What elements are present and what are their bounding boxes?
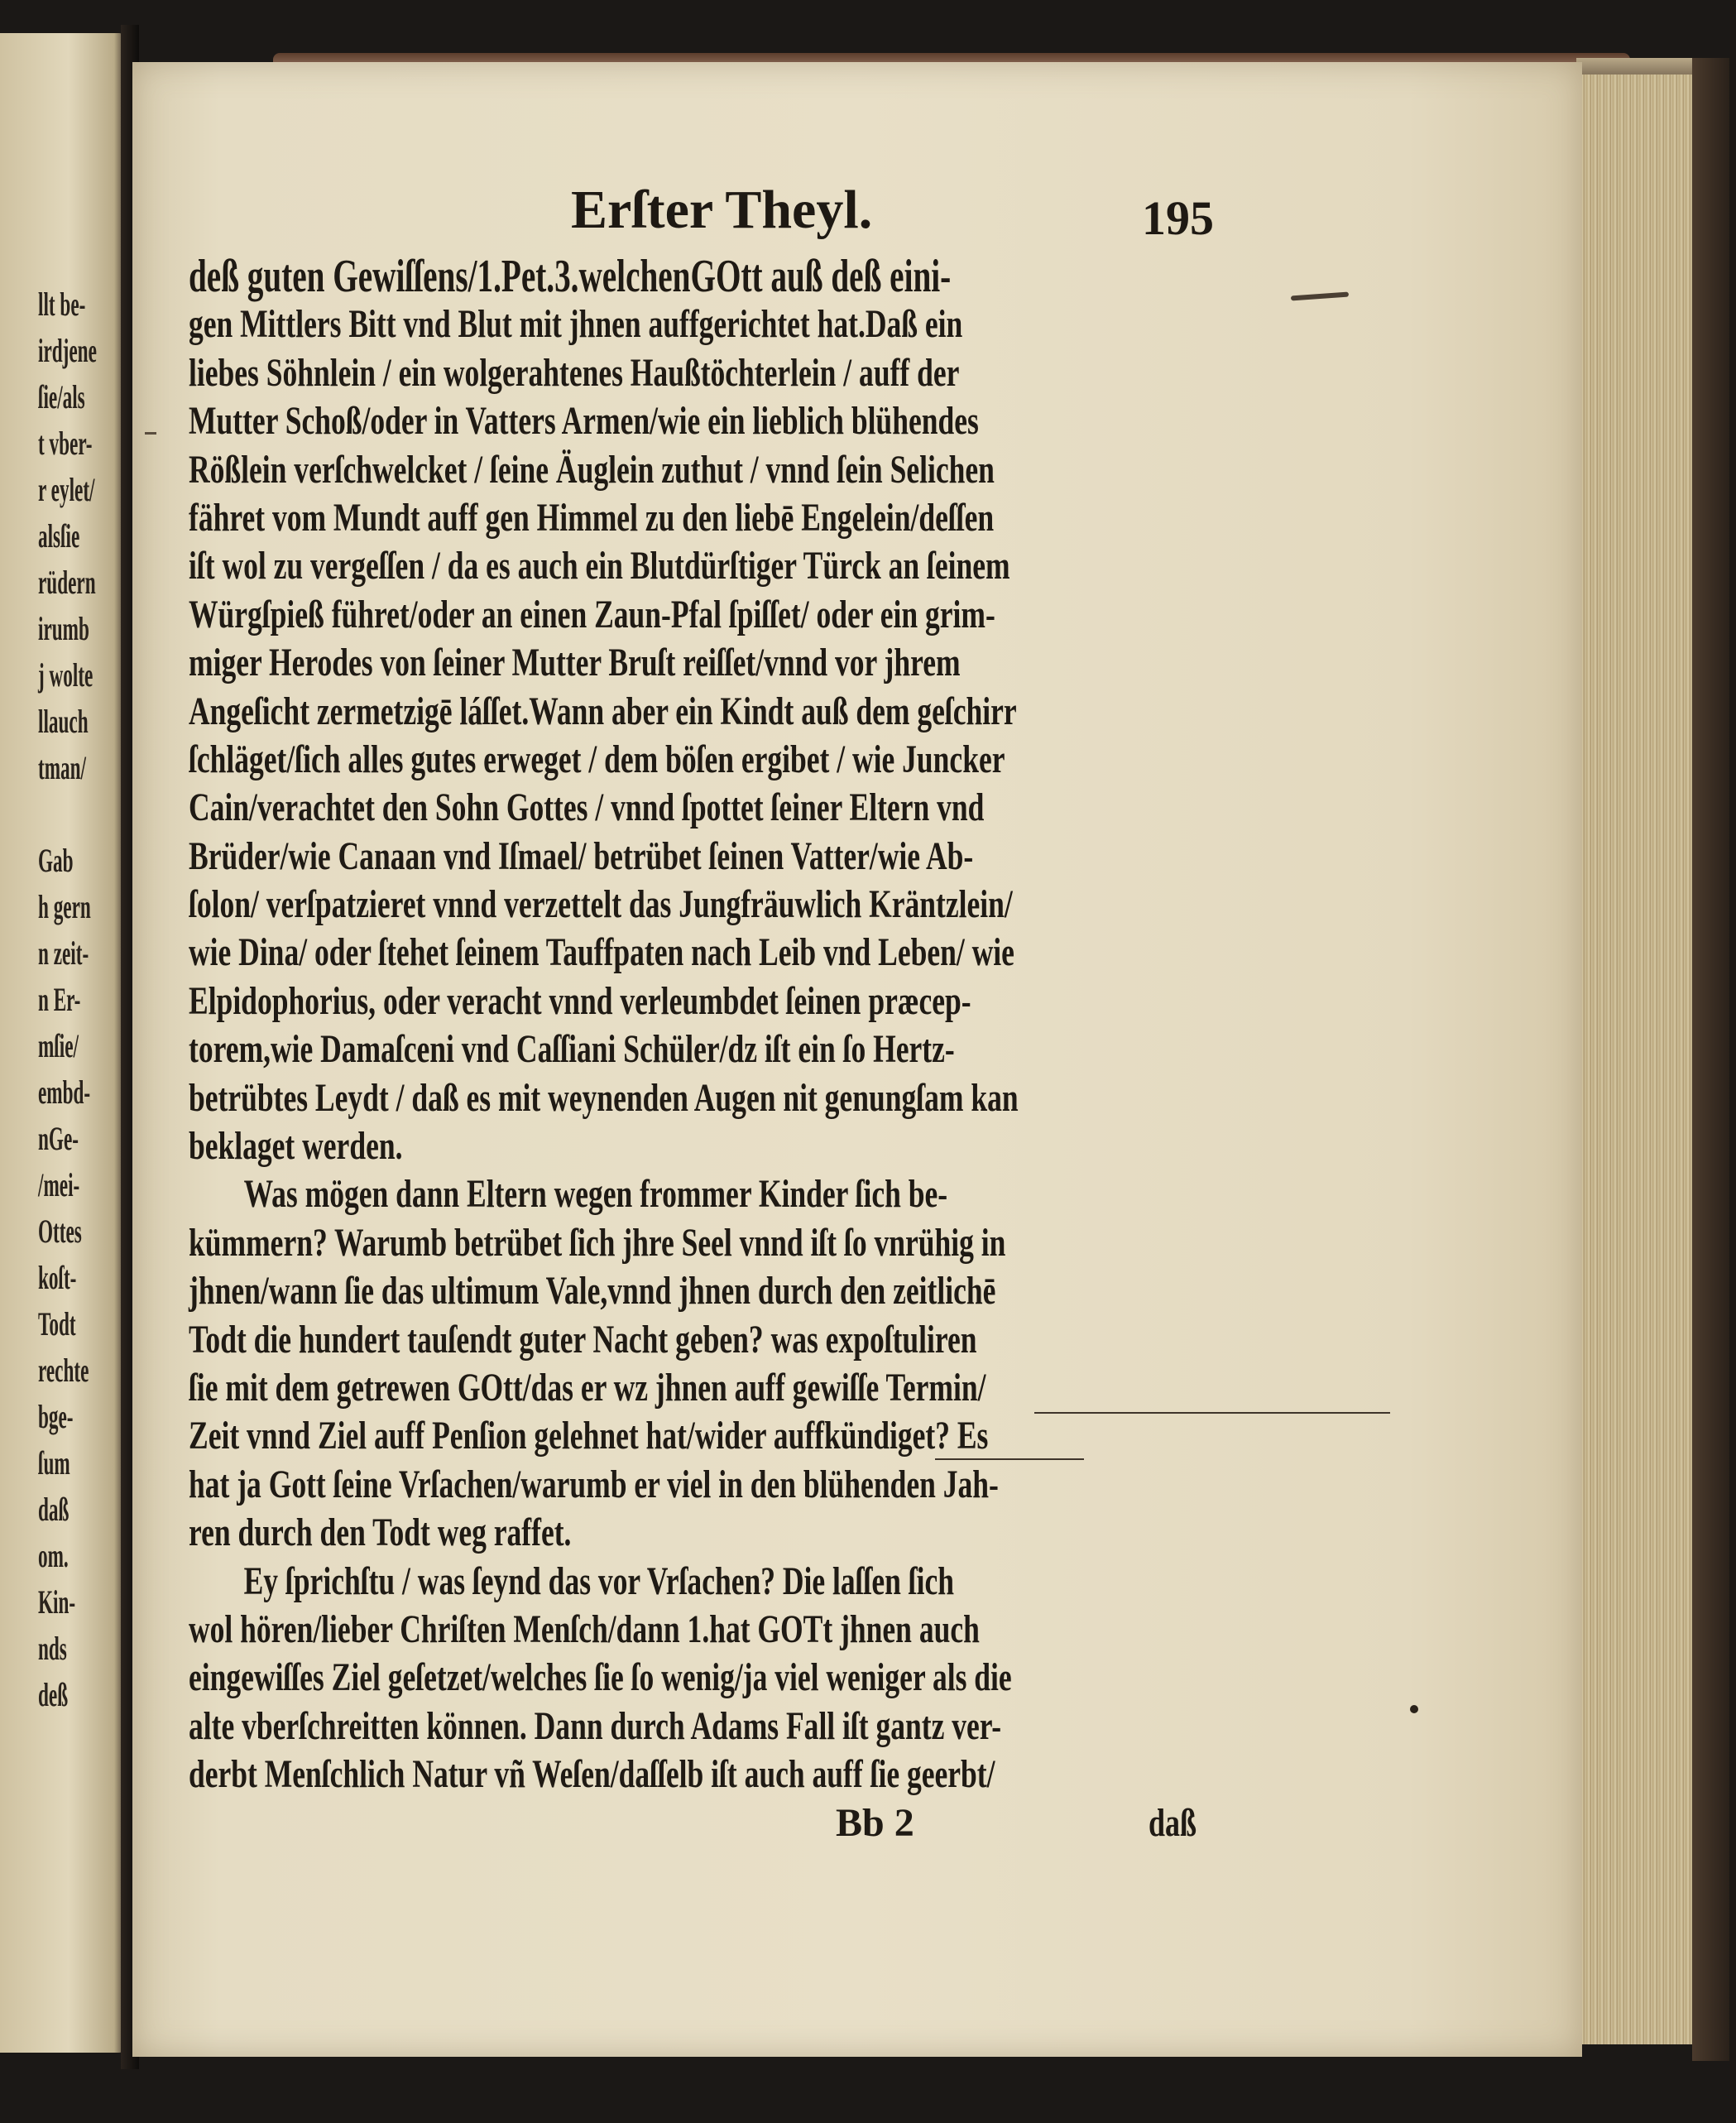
margin-dash-mark bbox=[145, 432, 156, 435]
text-line: Cain/verachtet den Sohn Gottes / vnnd ſpottet ſeiner Eltern vnd bbox=[189, 785, 985, 830]
facing-line: n zeit- bbox=[38, 934, 89, 972]
handwritten-underline bbox=[935, 1458, 1084, 1460]
facing-line: ſum bbox=[38, 1444, 70, 1482]
facing-line: nGe- bbox=[38, 1120, 79, 1157]
text-line: betrübtes Leydt / daß es mit weynenden Augen nit genungſam kan bbox=[189, 1075, 1019, 1120]
text-line: Zeit vnnd Ziel auff Penſion gelehnet hat/wider auffkündiget? Es bbox=[189, 1414, 989, 1458]
signature-mark: Bb 2 bbox=[836, 1801, 914, 1845]
facing-line bbox=[38, 791, 86, 838]
text-line: ſie mit dem getrewen GOtt/das er wz jhnen auff gewiſſe Termin/ bbox=[189, 1365, 986, 1410]
ink-dot bbox=[1410, 1705, 1418, 1713]
facing-line: irdjene bbox=[38, 332, 97, 369]
text-line: ſchläget/ſich alles gutes erweget / dem böſen ergibet / wie Juncker bbox=[189, 737, 1005, 781]
facing-line: daß bbox=[38, 1491, 70, 1528]
facing-line: Gab bbox=[38, 842, 74, 879]
facing-line: rüdern bbox=[38, 564, 96, 601]
facing-line: tman/ bbox=[38, 749, 86, 786]
text-line: ſolon/ verſpatzieret vnnd verzettelt das Jungfräuwlich Kräntzlein/ bbox=[189, 882, 1013, 927]
text-line: jhnen/wann ſie das ultimum Vale,vnnd jhnen durch den zeitlichē bbox=[189, 1269, 996, 1314]
facing-line: ſie/als bbox=[38, 378, 85, 415]
facing-line: irumb bbox=[38, 610, 89, 647]
text-line: Rößlein verſchwelcket / ſeine Äuglein zuthut / vnnd ſein Selichen bbox=[189, 447, 995, 492]
facing-line: t vber- bbox=[38, 425, 93, 462]
book-cover-edge bbox=[1692, 58, 1729, 2061]
body-text bbox=[189, 252, 1231, 1799]
text-line: deß guten Gewiſſens/1.Pet.3.welchenGOtt auß deß eini- bbox=[189, 251, 952, 302]
facing-line: h gern bbox=[38, 888, 91, 925]
text-line: Todt die hundert tauſendt guter Nacht geben? was expoſtuliren bbox=[189, 1317, 977, 1362]
facing-line: rechte bbox=[38, 1352, 89, 1389]
text-line: wie Dina/ oder ſtehet ſeinem Tauffpaten nach Leib vnd Leben/ wie bbox=[189, 930, 1014, 975]
catchword: daß bbox=[1149, 1801, 1197, 1845]
handwritten-underline bbox=[1034, 1412, 1390, 1414]
facing-line: koſt- bbox=[38, 1259, 77, 1296]
text-line: kümmern? Warumb betrübet ſich jhre Seel vnnd iſt ſo vnrühig in bbox=[189, 1220, 1006, 1265]
text-line: Brüder/wie Canaan vnd Iſmael/ betrübet ſeinen Vatter/wie Ab- bbox=[189, 833, 974, 878]
facing-line: bge- bbox=[38, 1398, 74, 1435]
text-line: iſt wol zu vergeſſen / da es auch ein Blutdürſtiger Türck an ſeinem bbox=[189, 544, 1010, 588]
facing-line: deß bbox=[38, 1676, 69, 1713]
facing-line: llt be- bbox=[38, 286, 86, 323]
text-line: liebes Söhnlein / ein wolgerahtenes Haußtöchterlein / auff der bbox=[189, 350, 960, 395]
text-line: hat ja Gott ſeine Vrſachen/warumb er viel in den blühenden Jah- bbox=[189, 1462, 999, 1506]
page-fore-edge bbox=[1576, 74, 1694, 2044]
facing-line: Todt bbox=[38, 1305, 76, 1342]
facing-line: /mei- bbox=[38, 1166, 80, 1203]
text-line: alte vberſchreitten können. Dann durch Adams Fall iſt gantz ver- bbox=[189, 1703, 1002, 1748]
facing-line: alsſie bbox=[38, 517, 80, 555]
text-line: derbt Menſchlich Natur vñ Weſen/daſſelb iſt auch auff ſie geerbt/ bbox=[189, 1752, 995, 1797]
facing-line: embd- bbox=[38, 1074, 91, 1111]
facing-page-left bbox=[0, 33, 124, 2053]
facing-line: nds bbox=[38, 1630, 67, 1667]
facing-line: llauch bbox=[38, 703, 89, 740]
text-line: torem,wie Damaſceni vnd Caſſiani Schüler/dz iſt ein ſo Hertz- bbox=[189, 1027, 955, 1072]
text-line: Würgſpieß führet/oder an einen Zaun-Pfal ſpiſſet/ oder ein grim- bbox=[189, 592, 995, 636]
text-line-indented: Was mögen dann Eltern wegen frommer Kinder ſich be- bbox=[243, 1172, 948, 1217]
text-line: fähret vom Mundt auff gen Himmel zu den liebē Engelein/deſſen bbox=[189, 495, 995, 540]
text-line: Mutter Schoß/oder in Vatters Armen/wie ein lieblich blühendes bbox=[189, 399, 979, 444]
text-line: Angeſicht zermetzigē láſſet.Wann aber ein Kindt auß dem geſchirr bbox=[189, 689, 1017, 733]
facing-line: n Er- bbox=[38, 981, 81, 1018]
text-line: wol hören/lieber Chriſten Menſch/dann 1.hat GOTt jhnen auch bbox=[189, 1607, 980, 1651]
facing-line: om. bbox=[38, 1537, 69, 1574]
running-title: Erſter Theyl. bbox=[571, 180, 873, 240]
text-line: Elpidophorius, oder veracht vnnd verleumbdet ſeinen præcep- bbox=[189, 978, 971, 1023]
facing-line: Kin- bbox=[38, 1583, 76, 1621]
text-line: eingewiſſes Ziel geſetzet/welches ſie ſo wenig/ja viel weniger als die bbox=[189, 1655, 1012, 1700]
text-line: ren durch den Todt weg raffet. bbox=[189, 1511, 572, 1555]
page-number: 195 bbox=[1142, 191, 1214, 245]
facing-page-text bbox=[38, 281, 121, 1718]
facing-line: j wolte bbox=[38, 656, 94, 694]
facing-line: r eylet/ bbox=[38, 471, 95, 508]
facing-line: Ottes bbox=[38, 1213, 82, 1250]
text-line: beklaget werden. bbox=[189, 1124, 403, 1169]
text-line: miger Herodes von ſeiner Mutter Bruſt reiſſet/vnnd vor jhrem bbox=[189, 641, 961, 685]
facing-line: mſie/ bbox=[38, 1027, 79, 1064]
text-line-indented: Ey ſprichſtu / was ſeynd das vor Vrſachen? Die laſſen ſich bbox=[243, 1559, 955, 1603]
text-line: gen Mittlers Bitt vnd Blut mit jhnen auffgerichtet hat.Daß ein bbox=[189, 302, 963, 347]
